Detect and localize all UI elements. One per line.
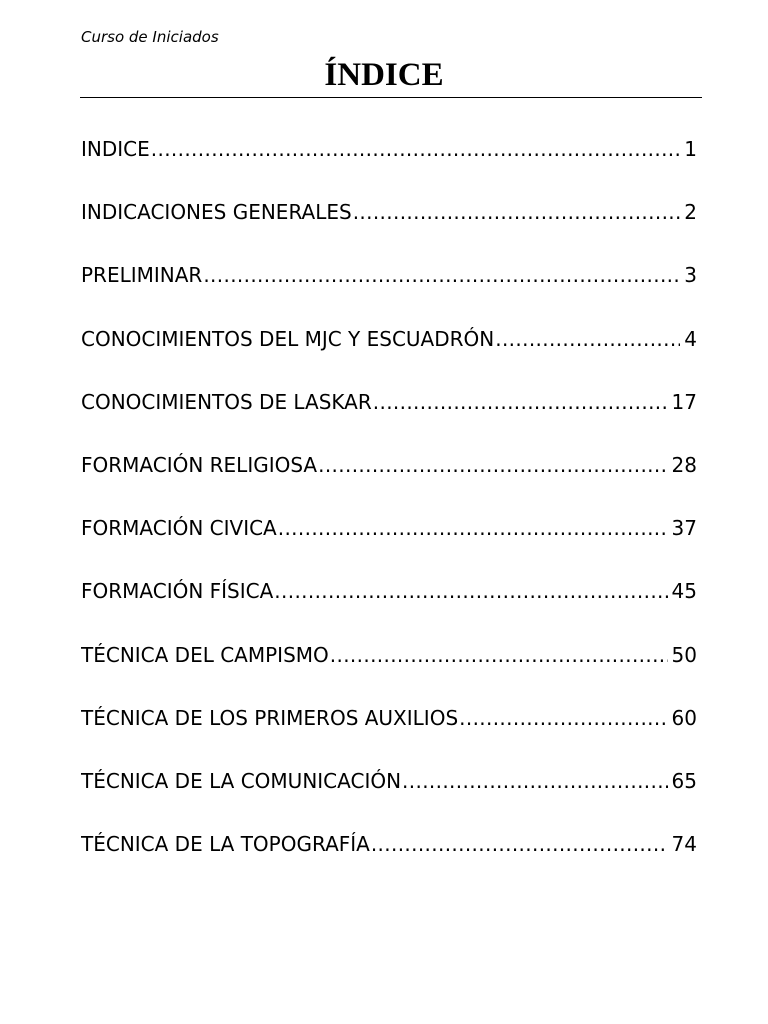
toc-entry[interactable] [81, 574, 697, 637]
toc-entry[interactable] [81, 701, 697, 764]
toc-page-number: 4 [684, 326, 697, 351]
toc-entry[interactable] [81, 638, 697, 701]
toc-entry-label: INDICACIONES GENERALES [81, 200, 352, 225]
toc-entry-label: TÉCNICA DE LA COMUNICACIÓN [81, 768, 402, 793]
toc-entry-label: PRELIMINAR [81, 263, 203, 288]
toc-page-number: 74 [671, 832, 697, 857]
toc-page-number: 37 [671, 516, 697, 541]
toc-entry[interactable] [81, 322, 697, 385]
toc-page-number: 1 [684, 137, 697, 161]
toc-dot-leader [353, 195, 681, 229]
toc-entry[interactable] [81, 132, 697, 195]
toc-entry[interactable] [81, 448, 697, 511]
toc-entry-label: TÉCNICA DE LOS PRIMEROS AUXILIOS [81, 705, 459, 730]
toc-entry-label: FORMACIÓN FÍSICA [81, 579, 274, 604]
page-title: ÍNDICE [324, 57, 444, 93]
toc-entry-label: TÉCNICA DEL CAMPISMO [81, 642, 329, 667]
toc-dot-leader [151, 132, 681, 166]
running-header: Curso de Iniciados [81, 28, 219, 46]
toc-entry[interactable] [81, 385, 697, 448]
table-of-contents [81, 132, 697, 890]
toc-page-number: 60 [671, 705, 697, 730]
toc-dot-leader [330, 638, 668, 672]
toc-dot-leader [402, 764, 668, 798]
toc-page-number: 50 [671, 642, 697, 667]
toc-page-number: 28 [671, 452, 697, 477]
toc-dot-leader [371, 827, 668, 861]
toc-entry-label: TÉCNICA DE LA TOPOGRAFÍA [81, 832, 370, 857]
toc-dot-leader [495, 322, 680, 356]
toc-page-number: 65 [671, 768, 697, 793]
toc-dot-leader [318, 448, 667, 482]
toc-entry[interactable] [81, 764, 697, 827]
toc-page-number: 17 [671, 389, 697, 414]
toc-dot-leader [459, 701, 667, 735]
title-divider [80, 97, 702, 98]
toc-dot-leader [274, 574, 667, 608]
toc-entry[interactable] [81, 827, 697, 890]
toc-dot-leader [203, 258, 680, 292]
toc-entry[interactable] [81, 258, 697, 321]
toc-page-number: 3 [684, 263, 697, 288]
toc-dot-leader [278, 511, 668, 545]
toc-entry-label: CONOCIMIENTOS DEL MJC Y ESCUADRÓN [81, 326, 495, 351]
toc-entry[interactable] [81, 511, 697, 574]
toc-dot-leader [373, 385, 668, 419]
toc-entry-label: INDICE [81, 137, 150, 161]
toc-entry-label: FORMACIÓN RELIGIOSA [81, 452, 318, 477]
toc-entry-label: CONOCIMIENTOS DE LASKAR [81, 389, 372, 414]
toc-entry[interactable] [81, 195, 697, 258]
toc-page-number: 45 [671, 579, 697, 604]
toc-entry-label: FORMACIÓN CIVICA [81, 516, 277, 541]
toc-page-number: 2 [684, 200, 697, 225]
